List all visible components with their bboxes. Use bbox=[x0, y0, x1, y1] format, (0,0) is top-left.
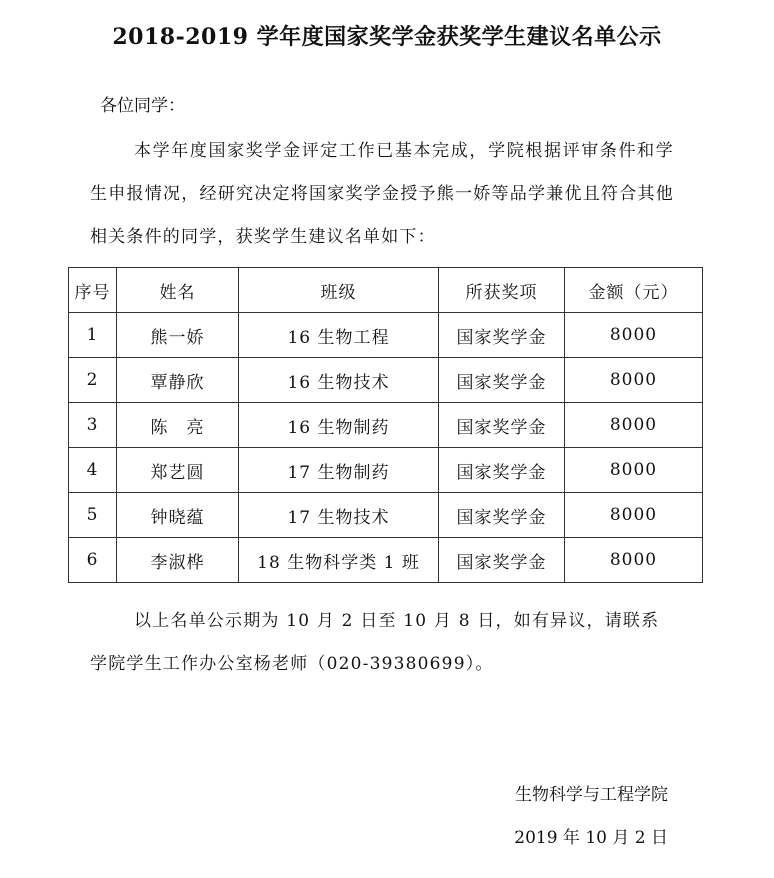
cell-award: 国家奖学金 bbox=[439, 448, 565, 493]
date: 2019 年 10 月 2 日 bbox=[514, 828, 668, 848]
table-header-row bbox=[69, 268, 703, 313]
cell-amount: 8000 bbox=[565, 403, 703, 448]
cell-award: 国家奖学金 bbox=[439, 538, 565, 583]
table-row bbox=[69, 448, 703, 493]
table-row bbox=[69, 493, 703, 538]
cell-index: 1 bbox=[69, 313, 117, 358]
page-title: 2018-2019 学年度国家奖学金获奖学生建议名单公示 bbox=[112, 24, 662, 50]
cell-amount: 8000 bbox=[565, 358, 703, 403]
cell-index: 4 bbox=[69, 448, 117, 493]
cell-class: 18 生物科学类 1 班 bbox=[239, 538, 439, 583]
intro-paragraph: 本学年度国家奖学金评定工作已基本完成，学院根据评审条件和学生申报情况，经研究决定将国家奖学金授予熊一娇等品学兼优且符合其他相关条件的同学，获奖学生建议名单如下： bbox=[90, 141, 674, 247]
cell-award: 国家奖学金 bbox=[439, 313, 565, 358]
signature: 生物科学与工程学院 bbox=[515, 785, 668, 805]
table-row bbox=[69, 313, 703, 358]
table-row bbox=[69, 538, 703, 583]
cell-name: 陈 亮 bbox=[117, 403, 239, 448]
winners-table bbox=[68, 267, 703, 583]
cell-award: 国家奖学金 bbox=[439, 493, 565, 538]
header-award: 所获奖项 bbox=[439, 268, 565, 313]
cell-index: 6 bbox=[69, 538, 117, 583]
table-row bbox=[69, 358, 703, 403]
cell-name: 钟晓蕴 bbox=[117, 493, 239, 538]
cell-index: 2 bbox=[69, 358, 117, 403]
table-row bbox=[69, 403, 703, 448]
cell-class: 17 生物技术 bbox=[239, 493, 439, 538]
header-class: 班级 bbox=[239, 268, 439, 313]
cell-class: 17 生物制药 bbox=[239, 448, 439, 493]
cell-class: 16 生物工程 bbox=[239, 313, 439, 358]
cell-index: 3 bbox=[69, 403, 117, 448]
cell-award: 国家奖学金 bbox=[439, 358, 565, 403]
header-name: 姓名 bbox=[117, 268, 239, 313]
cell-amount: 8000 bbox=[565, 448, 703, 493]
cell-class: 16 生物制药 bbox=[239, 403, 439, 448]
cell-award: 国家奖学金 bbox=[439, 403, 565, 448]
cell-amount: 8000 bbox=[565, 313, 703, 358]
cell-name: 郑艺圆 bbox=[117, 448, 239, 493]
cell-name: 覃静欣 bbox=[117, 358, 239, 403]
cell-amount: 8000 bbox=[565, 493, 703, 538]
cell-amount: 8000 bbox=[565, 538, 703, 583]
header-amount: 金额（元） bbox=[565, 268, 703, 313]
header-index: 序号 bbox=[69, 268, 117, 313]
cell-class: 16 生物技术 bbox=[239, 358, 439, 403]
cell-index: 5 bbox=[69, 493, 117, 538]
outro-paragraph: 以上名单公示期为 10 月 2 日至 10 月 8 日，如有异议，请联系学院学生工作办公室杨老师（020-39380699）。 bbox=[90, 611, 660, 674]
cell-name: 李淑桦 bbox=[117, 538, 239, 583]
greeting: 各位同学： bbox=[100, 96, 185, 116]
cell-name: 熊一娇 bbox=[117, 313, 239, 358]
